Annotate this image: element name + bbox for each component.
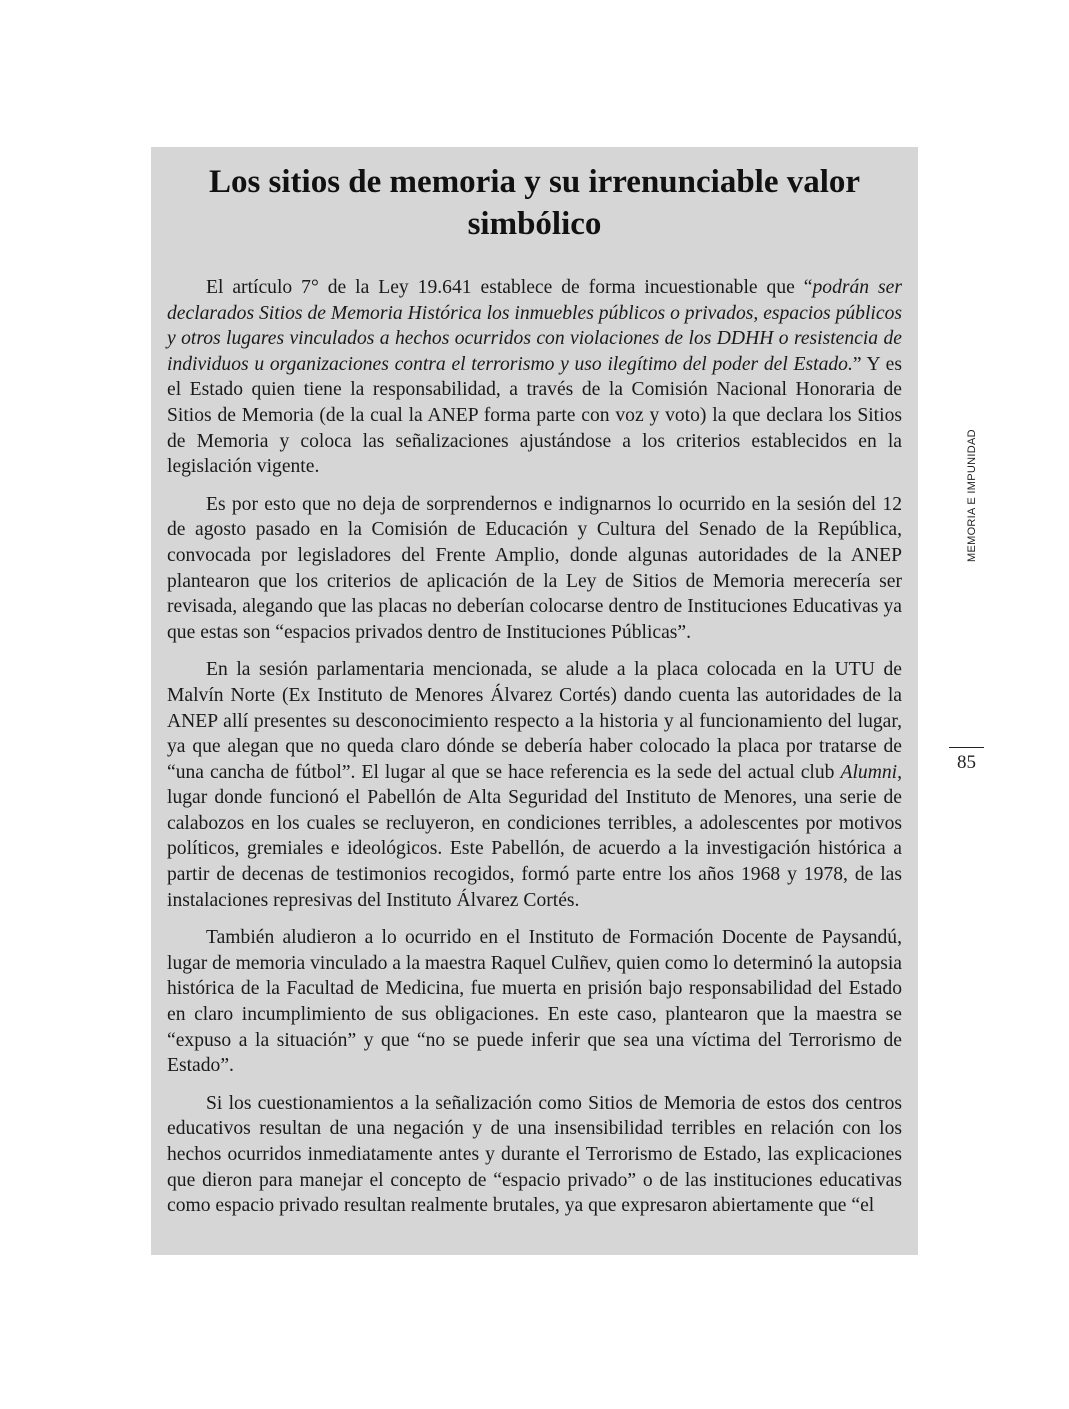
paragraph-1 (167, 275, 902, 480)
law-quote: podrán ser declarados Sitios de Memoria Histórica los inmuebles públicos o privados, espacios públicos y otros lugares vinculados a hechos ocurridos con violaciones de los DDHH o resistencia de individuos u organizaciones contra el terrorismo y uso ilegítimo del poder del Estado. (167, 277, 902, 375)
paragraph-3 (167, 657, 902, 913)
paragraph-2: Es por esto que no deja de sorprendernos e indignarnos lo ocurrido en la sesión del 12 de agosto pasado en la Comisión de Educación y Cultura del Senado de la República, convocada por legisladores del Frente Amplio, donde algunas autoridades de la ANEP plantearon que los criterios de aplicación de la Ley de Sitios de Memoria merecería ser revisada, alegando que las placas no deberían colocarse dentro de Instituciones Educativas ya que estas son “espacios privados dentro de Instituciones Públicas”. (167, 493, 902, 643)
section-label-text: MEMORIA E IMPUNIDAD (966, 429, 978, 562)
paragraph-5: Si los cuestionamientos a la señalización como Sitios de Memoria de estos dos centros educativos resultan de una negación y de una insensibilidad terribles en relación con los hechos ocurridos inmediatamente antes y durante el Terrorismo de Estado, las explicaciones que dieron para manejar el concepto de “espacio privado” o de las instituciones educativas como espacio privado resultan realmente brutales, ya que expresaron abiertamente que “el (167, 1092, 902, 1217)
club-name: Alumni, (840, 761, 902, 783)
page-number: 85 (957, 752, 976, 773)
paragraph-4: También aludieron a lo ocurrido en el Instituto de Formación Docente de Paysandú, lugar de memoria vinculado a la maestra Raquel Culñev, quien como lo determinó la autopsia histórica de la Facultad de Medicina, fue muerta en prisión bajo responsabilidad del Estado en claro incumplimiento de sus obligaciones. En este caso, plantearon que la maestra se “expuso a la situación” y que “no se puede inferir que sea una víctima del Terrorismo de Estado”. (167, 927, 902, 1077)
page-number-rule (949, 747, 984, 748)
paragraph-1-rest: ” Y es el Estado quien tiene la responsabilidad, a través de la Comisión Nacional Honoraria de Sitios de Memoria (de la cual la ANEP forma parte con voz y voto) la que declara los Sitios de Memoria y coloca las señalizaciones ajustándose a los criterios establecidos en la legislación vigente. (167, 353, 902, 478)
paragraph-3-rest: lugar donde funcionó el Pabellón de Alta Seguridad del Instituto de Menores, una serie de calabozos en los cuales se recluyeron, en condiciones terribles, a adolescentes por motivos políticos, gremiales e ideológicos. Este Pabellón, de acuerdo a la investigación histórica a partir de decenas de testimonios recogidos, formó parte entre los años 1968 y 1978, de las instalaciones represivas del Instituto Álvarez Cortés. (167, 787, 902, 911)
article-box (151, 147, 918, 1255)
paragraph-3-intro: En la sesión parlamentaria mencionada, se alude a la placa colocada en la UTU de Malvín Norte (Ex Instituto de Menores Álvarez Cortés) dando cuenta las autoridades de la ANEP allí presentes su desconocimiento respecto a la historia y al funcionamiento del lugar, ya que alegan que no queda claro dónde se debería haber colocado la placa por tratarse de “una cancha de fútbol”. El lugar al que se hace referencia es la sede del actual club (167, 659, 902, 783)
paragraph-1-intro: El artículo 7° de la Ley 19.641 establece de forma incuestionable que “ (206, 277, 813, 298)
article-title: Los sitios de memoria y su irrenunciable valor simbólico (208, 164, 861, 242)
